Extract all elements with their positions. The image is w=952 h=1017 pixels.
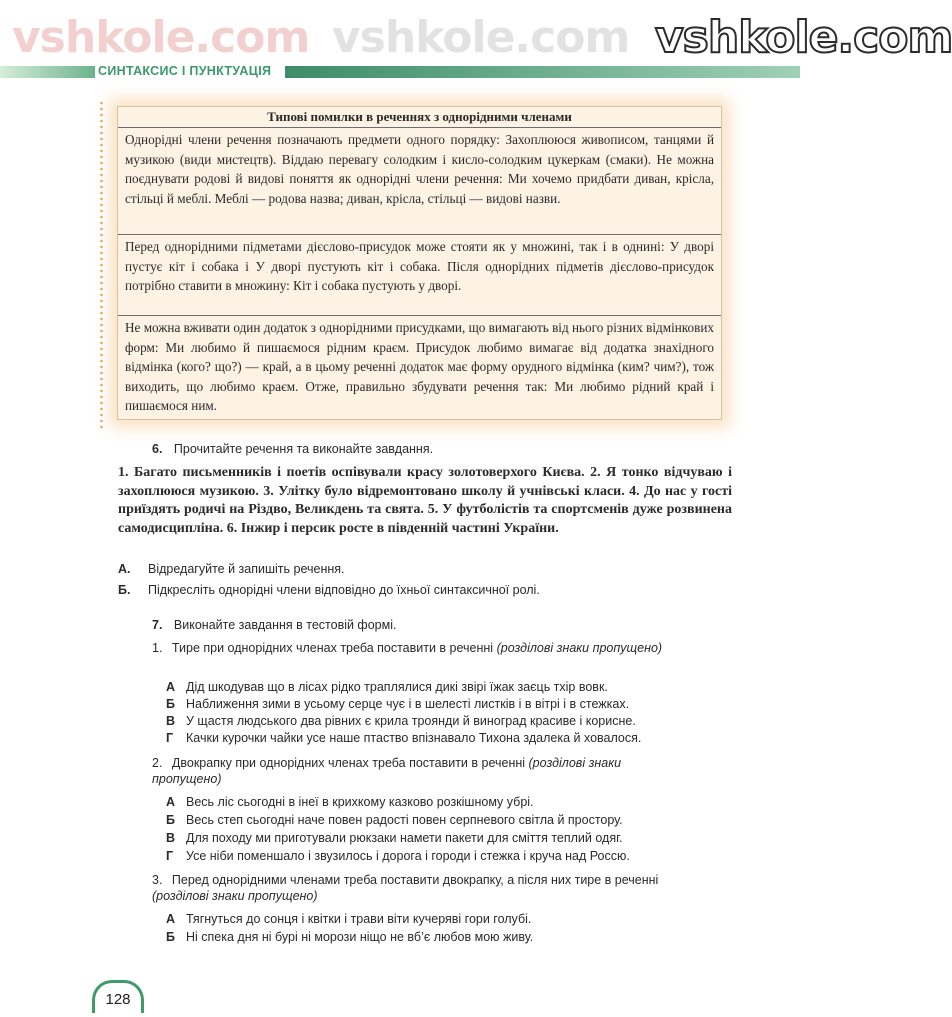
answer-option: [166, 813, 623, 827]
option-text: Тягнуться до сонця і квітки і трави віти кучеряві гори голубі.: [186, 912, 532, 926]
option-letter: Б: [166, 930, 175, 944]
task-instruction: Виконайте завдання в тестовій формі.: [173, 618, 397, 632]
answer-option: [166, 831, 623, 845]
option-letter: Г: [166, 849, 174, 863]
answer-option: [166, 849, 630, 863]
subtask: [118, 562, 345, 576]
answer-option: [166, 697, 629, 711]
question-text: Перед однорідними членами треба поставити двокрапку, а після них тире в реченні: [171, 873, 659, 887]
answer-option: [166, 731, 641, 745]
section-title: СИНТАКСИС І ПУНКТУАЦІЯ: [98, 64, 272, 78]
rule-section: Однорідні члени речення позначають предмети одного порядку: Захоплююся живописом, танцями й музикою (види мистецтв). Віддаю перевагу солодким і кисло-солодким цукеркам (смаки). Не можна поєднувати родові й видові поняття як однорідні члени речення: Ми хочемо придбати диван, крісла, стільці й меблі. Меблі — родова назва; диван, крісла, стільці — видові назви.: [118, 128, 721, 235]
task-number: 6.: [152, 442, 163, 456]
option-text: Дід шкодував що в лісах рідко траплялися дикі звірі їжак заєць тхір вовк.: [186, 680, 608, 694]
question: [152, 872, 667, 904]
page-number: 128: [92, 980, 144, 1013]
question-text: Двокрапку при однорідних членах треба поставити в реченні: [171, 756, 526, 770]
question-note: (розділові знаки пропущено): [496, 641, 663, 655]
question-note: (розділові знаки пропущено): [152, 889, 318, 903]
subtask: [118, 583, 540, 597]
option-text: Весь степ сьогодні наче повен радості повен серпневого світла й простору.: [186, 813, 623, 827]
option-letter: В: [166, 831, 176, 845]
option-letter: А: [166, 795, 176, 809]
option-letter: А: [166, 912, 176, 926]
option-text: Ні спека дня ні бурі ні морози ніщо не вб’є любов мою живу.: [186, 930, 534, 944]
task-number: 7.: [152, 618, 163, 632]
option-text: Для походу ми приготували рюкзаки намети пакети для сміття теплий одяг.: [186, 831, 623, 845]
option-letter: Б: [166, 813, 175, 827]
subtask-letter: Б.: [118, 583, 131, 597]
watermark: vshkole.com: [12, 12, 310, 63]
rules-box: [117, 106, 722, 420]
option-letter: В: [166, 714, 176, 728]
watermark: vshkole.com: [332, 12, 630, 63]
answer-option: [166, 930, 533, 944]
option-letter: Б: [166, 697, 175, 711]
option-text: У щастя людського два рівних є крила троянди й виноград красиве і корисне.: [186, 714, 636, 728]
option-letter: А: [166, 680, 176, 694]
option-letter: Г: [166, 731, 174, 745]
rules-box-title: Типові помилки в реченнях з однорідними членами: [118, 107, 721, 128]
subtask-text: Підкресліть однорідні члени відповідно до їхньої синтаксичної ролі.: [148, 583, 540, 597]
task-instruction: Прочитайте речення та виконайте завдання.: [173, 442, 434, 456]
rule-section: Перед однорідними підметами дієслово-присудок може стояти як у множині, так і в однині: У дворі пустує кіт і собака і У дворі пустують кіт і собака. Після однорідних підметів дієслово-присудок потрібно ставити в множину: Кіт і собака пустують у дворі.: [118, 235, 721, 316]
subtask-letter: А.: [118, 562, 131, 576]
option-text: Качки курочки чайки усе наше птаство впізнавало Тихона здалека й ховалося.: [186, 731, 642, 745]
task-7-heading: [152, 618, 396, 632]
question-number: 3.: [152, 873, 163, 887]
question-note: (розділові знаки пропущено): [152, 756, 622, 786]
answer-option: [166, 714, 636, 728]
rule-section: Не можна вживати один додаток з однорідними присудками, що вимагають від нього різних відмінкових форм: Ми любимо й пишаємося рідним краєм. Присудок любимо вимагає від додатка знахідного відмінка (кого? що?) — край, а в цьому реченні додаток має форму орудного відмінка (ким? чим?), тож виходить, що любимо краєм. Отже, правильно збудувати речення так: Ми любимо рідний край і пишаємося ним.: [125, 320, 714, 414]
question: [152, 755, 667, 787]
option-text: Наближення зими в усьому серце чує і в шелесті листків і в вітрі і в стежках.: [186, 697, 630, 711]
task-6-heading: [152, 442, 433, 456]
question-text: Тире при однорідних членах треба поставити в реченні: [171, 641, 494, 655]
answer-option: [166, 912, 531, 926]
option-text: Усе ніби поменшало і звузилось і дорога і городи і стежка і круча над Россю.: [186, 849, 630, 863]
answer-option: [166, 795, 534, 809]
watermark: vshkole.com: [655, 12, 952, 63]
question-number: 1.: [152, 641, 163, 655]
decorative-dots: [100, 100, 103, 430]
question: [152, 640, 667, 656]
question-number: 2.: [152, 756, 163, 770]
answer-option: [166, 680, 608, 694]
subtask-text: Відредагуйте й запишіть речення.: [148, 562, 345, 576]
task-6-text: 1. Багато письменників і поетів оспівували красу золотоверхого Києва. 2. Я тонко відчуваю і захоплююся музикою. 3. Улітку було відремонтовано школу й учнівські класи. 4. До нас у гості приїздять родичі на Різдво, Великдень та свята. 5. У футболістів та спортсменів дуже розвинена самодисципліна. 6. Інжир і персик росте в південній частині України.: [118, 465, 732, 536]
option-text: Весь ліс сьогодні в інеї в крихкому казково розкішному убрі.: [186, 795, 534, 809]
